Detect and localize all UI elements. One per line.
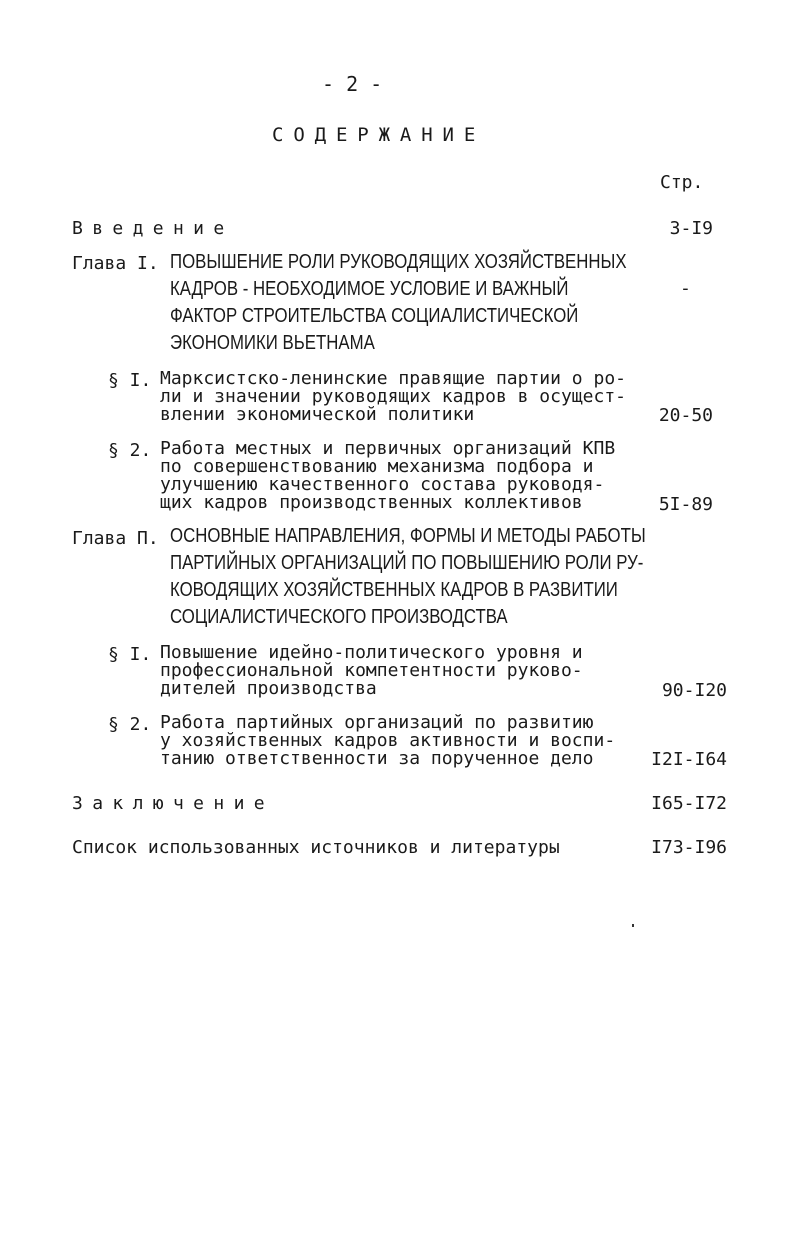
section-line: влении экономической политики — [160, 404, 475, 425]
page-number: - 2 - — [322, 72, 383, 96]
section-line: щих кадров производственных коллективов — [160, 492, 583, 513]
chapter2-title-line: СОЦИАЛИСТИЧЕСКОГО ПРОИЗВОДСТВА — [170, 606, 508, 628]
section-line: танию ответственности за порученное дело — [160, 748, 594, 769]
section-line: по совершенствованию механизма подбора и — [160, 456, 594, 477]
section-pages: 20-50 — [658, 405, 713, 426]
chapter1-title-line: ЭКОНОМИКИ ВЬЕТНАМА — [170, 332, 375, 354]
section-line: профессиональной компетентности руково- — [160, 660, 583, 681]
chapter2-title-line: ОСНОВНЫЕ НАПРАВЛЕНИЯ, ФОРМЫ И МЕТОДЫ РАБОТЫ — [170, 525, 646, 547]
section-pages: 90-I20 — [661, 680, 727, 701]
section-line: Повышение идейно-политического уровня и — [160, 642, 583, 663]
chapter1-label: Глава I. — [72, 253, 159, 274]
section-line: Работа партийных организаций по развитию — [160, 712, 594, 733]
section-line: Работа местных и первичных организаций КПВ — [160, 438, 616, 459]
section-line: ли и значении руководящих кадров в осущест- — [160, 386, 626, 407]
page-column-header: Стр. — [660, 172, 704, 193]
chapter1-title-line: ФАКТОР СТРОИТЕЛЬСТВА СОЦИАЛИСТИЧЕСКОЙ — [170, 305, 579, 327]
section-pages: 5I-89 — [658, 494, 713, 515]
section-line: улучшению качественного состава руководя- — [160, 474, 605, 495]
section-line: Марксистско-ленинские правящие партии о ро- — [160, 368, 626, 389]
toc-conclusion-title: Заключение — [72, 793, 274, 814]
scan-speck — [632, 924, 634, 927]
chapter1-pages: - — [680, 278, 691, 299]
toc-intro-pages: 3-I9 — [669, 218, 713, 239]
chapter1-title-line: ПОВЫШЕНИЕ РОЛИ РУКОВОДЯЩИХ ХОЗЯЙСТВЕННЫХ — [170, 251, 627, 273]
chapter2-title-line: КОВОДЯЩИХ ХОЗЯЙСТВЕННЫХ КАДРОВ В РАЗВИТИИ — [170, 579, 618, 601]
section-pages: I2I-I64 — [651, 749, 727, 770]
section-line: у хозяйственных кадров активности и воспи- — [160, 730, 616, 751]
toc-sources-title: Список использованных источников и литературы — [72, 837, 560, 858]
toc-conclusion-pages: I65-I72 — [651, 793, 727, 814]
toc-intro-title: Введение — [72, 218, 234, 239]
chapter2-label: Глава П. — [72, 528, 159, 549]
section-label: § I. — [108, 370, 152, 391]
section-line: дителей производства — [160, 678, 377, 699]
section-label: § 2. — [108, 714, 152, 735]
section-label: § 2. — [108, 440, 152, 461]
chapter1-title-line: КАДРОВ - НЕОБХОДИМОЕ УСЛОВИЕ И ВАЖНЫЙ — [170, 278, 569, 300]
chapter2-title-line: ПАРТИЙНЫХ ОРГАНИЗАЦИЙ ПО ПОВЫШЕНИЮ РОЛИ РУ- — [170, 552, 644, 574]
section-label: § I. — [108, 644, 152, 665]
toc-sources-pages: I73-I96 — [651, 837, 727, 858]
page-title: СОДЕРЖАНИЕ — [272, 124, 486, 146]
